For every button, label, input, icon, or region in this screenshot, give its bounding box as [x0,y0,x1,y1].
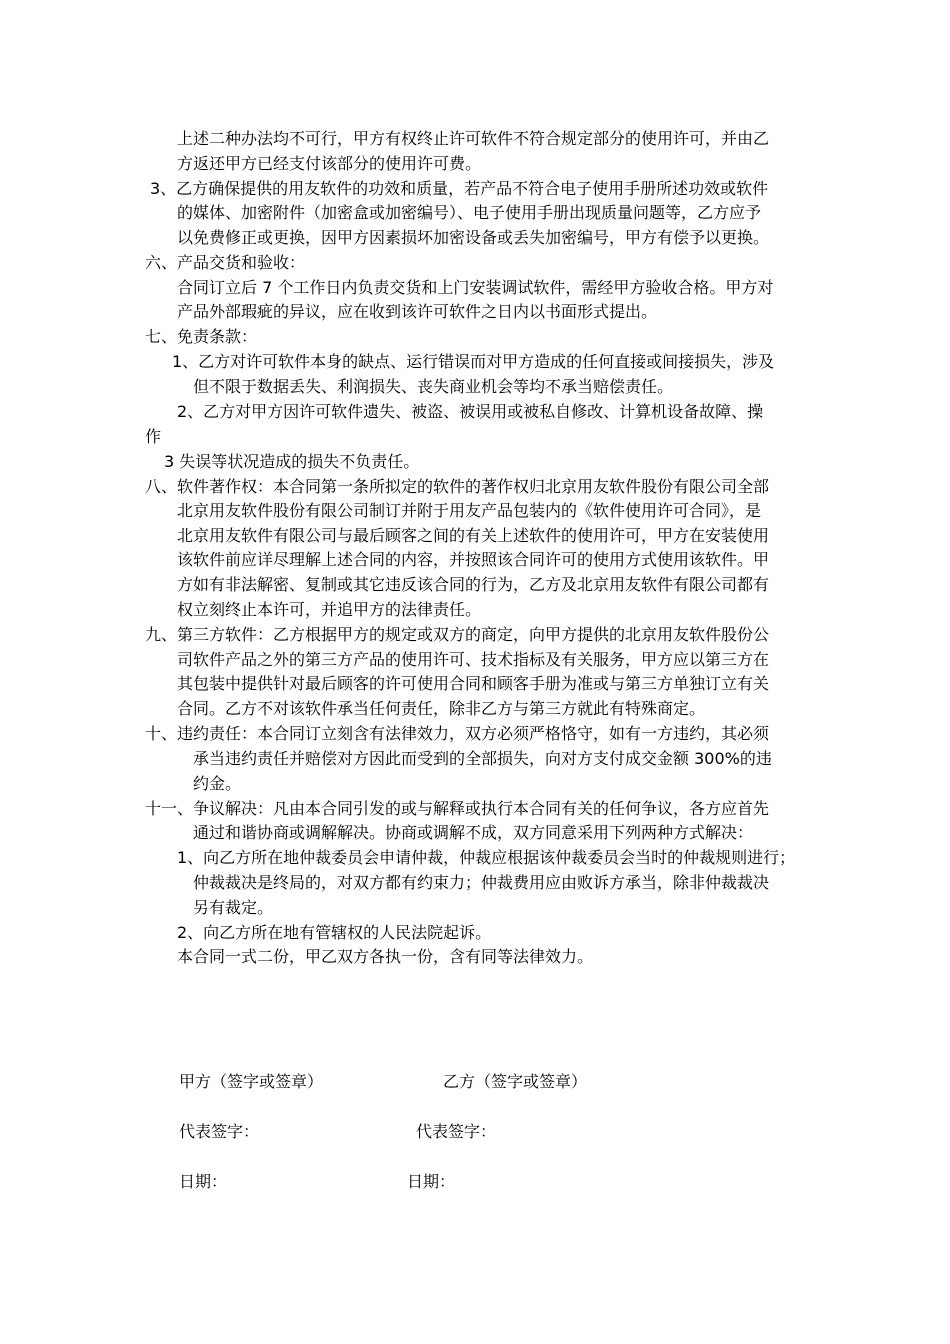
section-heading: 六、产品交货和验收： [145,253,306,272]
text-line: 3 失误等状况造成的损失不负责任。 [164,452,420,471]
text-line: 方返还甲方已经支付该部分的使用许可费。 [177,154,482,173]
text-line: 1、向乙方所在地仲裁委员会申请仲裁，仲裁应根据该仲裁委员会当时的仲裁规则进行； [177,848,796,867]
text-line: 其包装中提供针对最后顾客的许可使用合同和顾客手册为准或与第三方单独订立有关 [177,674,770,693]
text-line: 产品外部瑕疵的异议，应在收到该许可软件之日内以书面形式提出。 [177,302,658,321]
text-line: 合同订立后 7 个工作日内负责交货和上门安装调试软件，需经甲方验收合格。甲方对 [177,278,774,297]
text-line: 的媒体、加密附件（加密盒或加密编号）、电子使用手册出现质量问题等，乙方应予 [177,203,762,222]
text-line: 本合同一式二份，甲乙双方各执一份，含有同等法律效力。 [177,947,594,966]
text-line: 另有裁定。 [193,898,274,917]
text-line: 权立刻终止本许可，并追甲方的法律责任。 [177,600,482,619]
text-line: 作 [145,427,162,446]
party-a-date-label: 日期： [179,1172,228,1191]
text-line: 1、乙方对许可软件本身的缺点、运行错误而对甲方造成的任何直接或间接损失，涉及 [172,352,775,371]
section-heading: 十一、争议解决：凡由本合同引发的或与解释或执行本合同有关的任何争议，各方应首先 [145,799,770,818]
party-b-signature-label: 乙方（签字或签章） [443,1072,588,1091]
section-heading: 九、第三方软件：乙方根据甲方的规定或双方的商定，向甲方提供的北京用友软件股份公 [145,625,770,644]
text-line: 司软件产品之外的第三方产品的使用许可、技术指标及有关服务，甲方应以第三方在 [177,650,770,669]
text-line: 2、向乙方所在地有管辖权的人民法院起诉。 [177,923,492,942]
text-line: 该软件前应详尽理解上述合同的内容，并按照该合同许可的使用方式使用该软件。甲 [177,550,770,569]
text-line: 约金。 [193,774,242,793]
text-line: 方如有非法解密、复制或其它违反该合同的行为，乙方及北京用友软件有限公司都有 [177,575,770,594]
party-b-date-label: 日期： [407,1172,456,1191]
party-b-representative-label: 代表签字： [416,1122,497,1141]
text-line: 上述二种办法均不可行，甲方有权终止许可软件不符合规定部分的使用许可，并由乙 [177,129,770,148]
text-line: 北京用友软件有限公司与最后顾客之间的有关上述软件的使用许可，甲方在安装使用 [177,526,770,545]
text-line: 仲裁裁决是终局的，对双方都有约束力；仲裁费用应由败诉方承当，除非仲裁裁决 [193,873,770,892]
text-line: 2、乙方对甲方因许可软件遗失、被盗、被误用或被私自修改、计算机设备故障、操 [177,402,764,421]
text-line: 以免费修正或更换，因甲方因素损坏加密设备或丢失加密编号，甲方有偿予以更换。 [177,228,770,247]
text-line: 3、乙方确保提供的用友软件的功效和质量，若产品不符合电子使用手册所述功效或软件 [150,179,769,198]
section-heading: 八、软件著作权：本合同第一条所拟定的软件的著作权归北京用友软件股份有限公司全部 [145,477,770,496]
text-line: 但不限于数据丢失、利润损失、丧失商业机会等均不承当赔偿责任。 [193,377,674,396]
text-line: 通过和谐协商或调解解决。协商或调解不成，双方同意采用下列两种方式解决： [193,823,754,842]
party-a-representative-label: 代表签字： [179,1122,260,1141]
text-line: 北京用友软件股份有限公司制订并附于用友产品包装内的《软件使用许可合同》，是 [177,501,762,520]
text-line: 合同。乙方不对该软件承当任何责任，除非乙方与第三方就此有特殊商定。 [177,699,706,718]
party-a-signature-label: 甲方（签字或签章） [179,1072,324,1091]
section-heading: 七、免责条款： [145,327,258,346]
text-line: 承当违约责任并赔偿对方因此而受到的全部损失，向对方支付成交金额 300%的违 [193,749,772,768]
section-heading: 十、违约责任：本合同订立刻含有法律效力，双方必须严格恪守，如有一方违约，其必须 [145,724,770,743]
